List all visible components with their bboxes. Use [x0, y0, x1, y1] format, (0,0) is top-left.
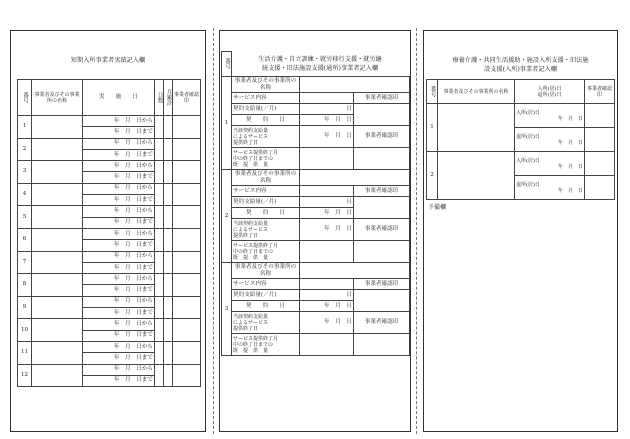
- panel-12-title-line1: 療養介護・共同生活援助・施設入所支援・旧法施: [452, 57, 589, 64]
- table-row: [222, 126, 410, 148]
- entry-date-label: 入所(居)日: [516, 109, 540, 116]
- row-number: 1: [18, 116, 32, 139]
- table-row: [18, 206, 201, 217]
- confirm-stamp-cell[interactable]: [173, 341, 201, 364]
- confirm-stamp-cell[interactable]: [354, 290, 410, 312]
- table-row: [222, 104, 410, 115]
- table-row: [18, 138, 201, 149]
- p12-header-entry: 入所(居)日: [537, 85, 562, 92]
- date-from: 年 月 日から: [83, 251, 155, 262]
- row-number: 12: [18, 364, 32, 387]
- provider-name-label: 事業者及びその事業所の名称: [232, 77, 300, 93]
- provider-name-cell[interactable]: [32, 274, 83, 297]
- cumulative-cell[interactable]: [164, 274, 173, 297]
- confirm-stamp-cell[interactable]: [173, 138, 201, 161]
- confirm-stamp-cell[interactable]: [585, 176, 615, 200]
- table-row: [427, 104, 615, 128]
- service-cell[interactable]: [300, 279, 354, 290]
- confirm-label: 事業者確認印: [354, 93, 410, 104]
- row-number: 3: [18, 161, 32, 184]
- table-row: [18, 251, 201, 262]
- service-label: サービス内容: [232, 279, 300, 290]
- confirm-stamp-cell[interactable]: [354, 104, 410, 126]
- confirm-stamp-cell[interactable]: [585, 128, 615, 152]
- table-row: [18, 296, 201, 307]
- provider-name-label: 事業者及びその事業所の名称: [232, 263, 300, 279]
- service-end-line: 提供終了日: [233, 139, 259, 146]
- days-cell[interactable]: [155, 274, 164, 297]
- service-cell[interactable]: [300, 93, 354, 104]
- row-number: 11: [18, 341, 32, 364]
- supplied-amount-line: サービス提供終了月: [233, 149, 279, 156]
- date-from: 年 月 日から: [83, 161, 155, 172]
- confirm-label: 事業者確認印: [354, 126, 410, 148]
- panel-11-title-line1: 生活介護・自立訓練・就労移行支援・就労継: [258, 56, 382, 63]
- date-until: 年 月 日まで: [83, 149, 155, 160]
- days-cell[interactable]: [155, 296, 164, 319]
- table-row: [222, 219, 410, 241]
- p12-header-exit: 退所(居)日: [537, 91, 562, 98]
- supplied-amount-line: 既 提 供 量: [233, 254, 269, 261]
- exit-date-cell: [515, 176, 585, 200]
- row-number: 8: [18, 274, 32, 297]
- supplied-amount-line: 中の終了日までの: [233, 248, 274, 255]
- days-cell[interactable]: [155, 364, 164, 387]
- contract-date-label: 契 約 日: [232, 115, 300, 126]
- entry-date-value: 年 月 日: [557, 163, 583, 170]
- cumulative-cell[interactable]: [164, 138, 173, 161]
- service-end-line: 当該契約支給量: [233, 313, 269, 320]
- date-until: 年 月 日まで: [83, 195, 155, 206]
- cumulative-cell[interactable]: [164, 251, 173, 274]
- table-row: [222, 197, 410, 208]
- confirm-stamp-cell[interactable]: [354, 334, 410, 356]
- panel-10-title: 短期入所事業者実績記入欄: [70, 57, 146, 64]
- supplied-amount-cell[interactable]: [300, 148, 354, 170]
- cumulative-cell[interactable]: [164, 228, 173, 251]
- service-label: サービス内容: [232, 93, 300, 104]
- supplied-amount-label: [232, 241, 300, 263]
- entry-number: 1: [427, 104, 438, 152]
- table-row: [18, 341, 201, 352]
- confirm-stamp-cell[interactable]: [173, 364, 201, 387]
- entry-date-cell: [515, 104, 585, 128]
- supplied-amount-label: [232, 334, 300, 356]
- supplied-amount-line: サービス提供終了月: [233, 242, 279, 249]
- entry-date-label: 入所(居)日: [516, 157, 540, 164]
- cumulative-cell[interactable]: [164, 364, 173, 387]
- supplied-amount-line: サービス提供終了月: [233, 335, 279, 342]
- panel-day-services: [219, 30, 411, 432]
- entry-number: 1: [222, 77, 232, 170]
- supplied-amount-line: 既 提 供 量: [233, 347, 269, 354]
- entry-number: 2: [427, 152, 438, 200]
- date-from: 年 月 日から: [83, 228, 155, 239]
- panel-residential-services: [423, 30, 618, 432]
- service-end-line: 提供終了日: [233, 325, 259, 332]
- date-until: 年 月 日まで: [83, 308, 155, 319]
- exit-date-value: 年 月 日: [557, 187, 583, 194]
- supplied-amount-line: 中の終了日までの: [233, 155, 274, 162]
- service-end-line: 提供終了日: [233, 232, 259, 239]
- cumulative-cell[interactable]: [164, 183, 173, 206]
- table-row: [222, 279, 410, 290]
- row-number: 7: [18, 251, 32, 274]
- cumulative-cell[interactable]: [164, 341, 173, 364]
- header-implementation-date: 実 施 日: [83, 80, 155, 116]
- provider-name-cell[interactable]: [32, 161, 83, 184]
- service-cell[interactable]: [300, 186, 354, 197]
- table-row: [222, 290, 410, 301]
- table-row: [222, 170, 410, 186]
- panel-12-title-line2: 設支援(入所)事業者記入欄: [484, 66, 557, 73]
- contract-date-value: 年 月 日: [300, 115, 354, 126]
- p12-header-provider-name: 事業者及びその事業所の名称: [438, 80, 515, 104]
- confirm-stamp-cell[interactable]: [173, 228, 201, 251]
- service-end-label: [232, 219, 300, 241]
- days-cell[interactable]: [155, 341, 164, 364]
- header-number: 番号: [18, 80, 32, 116]
- table-row: [18, 228, 201, 239]
- date-from: 年 月 日から: [83, 138, 155, 149]
- service-end-label: [232, 126, 300, 148]
- table-row: [222, 312, 410, 334]
- supplied-amount-line: 中の終了日までの: [233, 341, 274, 348]
- provider-name-cell[interactable]: [32, 206, 83, 229]
- confirm-stamp-cell[interactable]: [173, 319, 201, 342]
- provider-name-cell[interactable]: [32, 116, 83, 139]
- volume-label: 契約支給量(／月): [232, 197, 300, 208]
- panel-11-title-line2: 続支援・旧法施設支援(通所)事業者記入欄: [261, 65, 379, 72]
- date-from: 年 月 日から: [83, 341, 155, 352]
- confirm-stamp-cell[interactable]: [173, 206, 201, 229]
- date-until: 年 月 日まで: [83, 217, 155, 228]
- row-number: 4: [18, 183, 32, 206]
- days-cell[interactable]: [155, 116, 164, 139]
- cumulative-cell[interactable]: [164, 206, 173, 229]
- service-end-value: 年 月 日: [300, 312, 354, 334]
- provider-name-cell[interactable]: [300, 170, 410, 186]
- exit-date-label: 退所(居)日: [516, 181, 540, 188]
- row-number: 2: [18, 138, 32, 161]
- confirm-stamp-cell[interactable]: [585, 104, 615, 128]
- service-end-line: 当該契約支給量: [233, 127, 269, 134]
- days-cell[interactable]: [155, 138, 164, 161]
- date-from: 年 月 日から: [83, 206, 155, 217]
- table-row: [427, 152, 615, 176]
- row-number: 5: [18, 206, 32, 229]
- provider-name-cell[interactable]: [300, 77, 410, 93]
- date-until: 年 月 日まで: [83, 127, 155, 138]
- table-row: [18, 364, 201, 375]
- confirm-label: 事業者確認印: [354, 219, 410, 241]
- provider-name-cell[interactable]: [32, 183, 83, 206]
- row-number: 6: [18, 228, 32, 251]
- date-from: 年 月 日から: [83, 319, 155, 330]
- confirm-label: 事業者確認印: [354, 279, 410, 290]
- confirm-stamp-cell[interactable]: [354, 148, 410, 170]
- entry-number: 2: [222, 170, 232, 263]
- table-row: [222, 186, 410, 197]
- supplied-amount-label: [232, 148, 300, 170]
- contract-date-label: 契 約 日: [232, 208, 300, 219]
- table-row: [222, 241, 410, 263]
- table-row: [222, 148, 410, 170]
- volume-unit: 日: [300, 104, 354, 115]
- confirm-stamp-cell[interactable]: [585, 152, 615, 176]
- days-cell[interactable]: [155, 206, 164, 229]
- service-end-value: 年 月 日: [300, 126, 354, 148]
- cumulative-cell[interactable]: [164, 319, 173, 342]
- confirm-stamp-cell[interactable]: [173, 161, 201, 184]
- provider-name-label: 事業者及びその事業所の名称: [232, 170, 300, 186]
- volume-label: 契約支給量(／月): [232, 104, 300, 115]
- date-from: 年 月 日から: [83, 116, 155, 127]
- row-number: 9: [18, 296, 32, 319]
- provider-name-cell[interactable]: [438, 104, 515, 152]
- confirm-stamp-cell[interactable]: [173, 251, 201, 274]
- exit-date-value: 年 月 日: [557, 139, 583, 146]
- table-row: [18, 116, 201, 127]
- date-until: 年 月 日まで: [83, 353, 155, 364]
- date-until: 年 月 日まで: [83, 172, 155, 183]
- service-end-line: 当該契約支給量: [233, 220, 269, 227]
- day-services-table: [221, 51, 410, 356]
- cumulative-cell[interactable]: [164, 116, 173, 139]
- short-stay-table: [17, 79, 201, 387]
- table-row: [18, 161, 201, 172]
- table-row: [222, 334, 410, 356]
- volume-unit: 日: [300, 290, 354, 301]
- confirm-stamp-cell[interactable]: [173, 183, 201, 206]
- date-until: 年 月 日まで: [83, 262, 155, 273]
- provider-name-cell[interactable]: [300, 263, 410, 279]
- contract-date-label: 契 約 日: [232, 301, 300, 312]
- confirm-stamp-cell[interactable]: [354, 241, 410, 263]
- days-cell[interactable]: [155, 161, 164, 184]
- date-from: 年 月 日から: [83, 183, 155, 194]
- contract-date-value: 年 月 日: [300, 301, 354, 312]
- days-cell[interactable]: [155, 183, 164, 206]
- table-row: [18, 274, 201, 285]
- cut-line-right: [416, 28, 417, 434]
- provider-name-cell[interactable]: [32, 319, 83, 342]
- provider-name-cell[interactable]: [32, 138, 83, 161]
- confirm-label: 事業者確認印: [354, 312, 410, 334]
- p12-header-number: 番号: [427, 80, 438, 104]
- service-label: サービス内容: [232, 186, 300, 197]
- table-row: [18, 319, 201, 330]
- p12-header-confirm-stamp: 事業者確認印: [585, 80, 615, 104]
- supplied-amount-cell[interactable]: [300, 334, 354, 356]
- entry-date-value: 年 月 日: [557, 115, 583, 122]
- date-until: 年 月 日まで: [83, 240, 155, 251]
- row-number: 10: [18, 319, 32, 342]
- entry-date-cell: [515, 152, 585, 176]
- p12-header-inout: [515, 80, 585, 104]
- cumulative-cell[interactable]: [164, 161, 173, 184]
- exit-date-cell: [515, 128, 585, 152]
- confirm-label: 事業者確認印: [354, 186, 410, 197]
- days-cell[interactable]: [155, 251, 164, 274]
- supplied-amount-line: 既 提 供 量: [233, 161, 269, 168]
- confirm-stamp-cell[interactable]: [173, 116, 201, 139]
- date-until: 年 月 日まで: [83, 330, 155, 341]
- entry-number: 3: [222, 263, 232, 356]
- service-end-line: によるサービス: [233, 319, 269, 326]
- provider-name-cell[interactable]: [32, 251, 83, 274]
- date-from: 年 月 日から: [83, 364, 155, 375]
- contract-date-value: 年 月 日: [300, 208, 354, 219]
- date-until: 年 月 日まで: [83, 375, 155, 386]
- confirm-stamp-cell[interactable]: [173, 274, 201, 297]
- cut-line-left: [213, 28, 214, 434]
- table-row: [222, 93, 410, 104]
- days-cell[interactable]: [155, 228, 164, 251]
- exit-date-label: 退所(居)日: [516, 133, 540, 140]
- panel-short-stay: [10, 30, 206, 432]
- days-cell[interactable]: [155, 319, 164, 342]
- date-until: 年 月 日まで: [83, 285, 155, 296]
- date-from: 年 月 日から: [83, 296, 155, 307]
- volume-label: 契約支給量(／月): [232, 290, 300, 301]
- provider-name-cell[interactable]: [32, 364, 83, 387]
- header-confirm-stamp: 事業者確認印: [173, 80, 201, 116]
- p11-header-number: 番号: [222, 52, 232, 77]
- table-row: [222, 77, 410, 93]
- supplied-amount-cell[interactable]: [300, 241, 354, 263]
- provider-name-cell[interactable]: [32, 341, 83, 364]
- confirm-stamp-cell[interactable]: [173, 296, 201, 319]
- provider-name-cell[interactable]: [438, 152, 515, 200]
- table-row: [18, 183, 201, 194]
- service-end-label: [232, 312, 300, 334]
- memo-label: 予備欄: [428, 204, 447, 211]
- confirm-stamp-cell[interactable]: [354, 197, 410, 219]
- cumulative-cell[interactable]: [164, 296, 173, 319]
- service-end-line: によるサービス: [233, 226, 269, 233]
- header-days: 日数: [155, 80, 164, 116]
- header-provider-name: 事業者及びその事業所の名称: [32, 80, 83, 116]
- date-from: 年 月 日から: [83, 274, 155, 285]
- provider-name-cell[interactable]: [32, 228, 83, 251]
- header-monthly-total: 月累計: [164, 80, 173, 116]
- volume-unit: 日: [300, 197, 354, 208]
- table-row: [222, 263, 410, 279]
- service-end-line: によるサービス: [233, 133, 269, 140]
- residential-table: [426, 79, 615, 200]
- provider-name-cell[interactable]: [32, 296, 83, 319]
- service-end-value: 年 月 日: [300, 219, 354, 241]
